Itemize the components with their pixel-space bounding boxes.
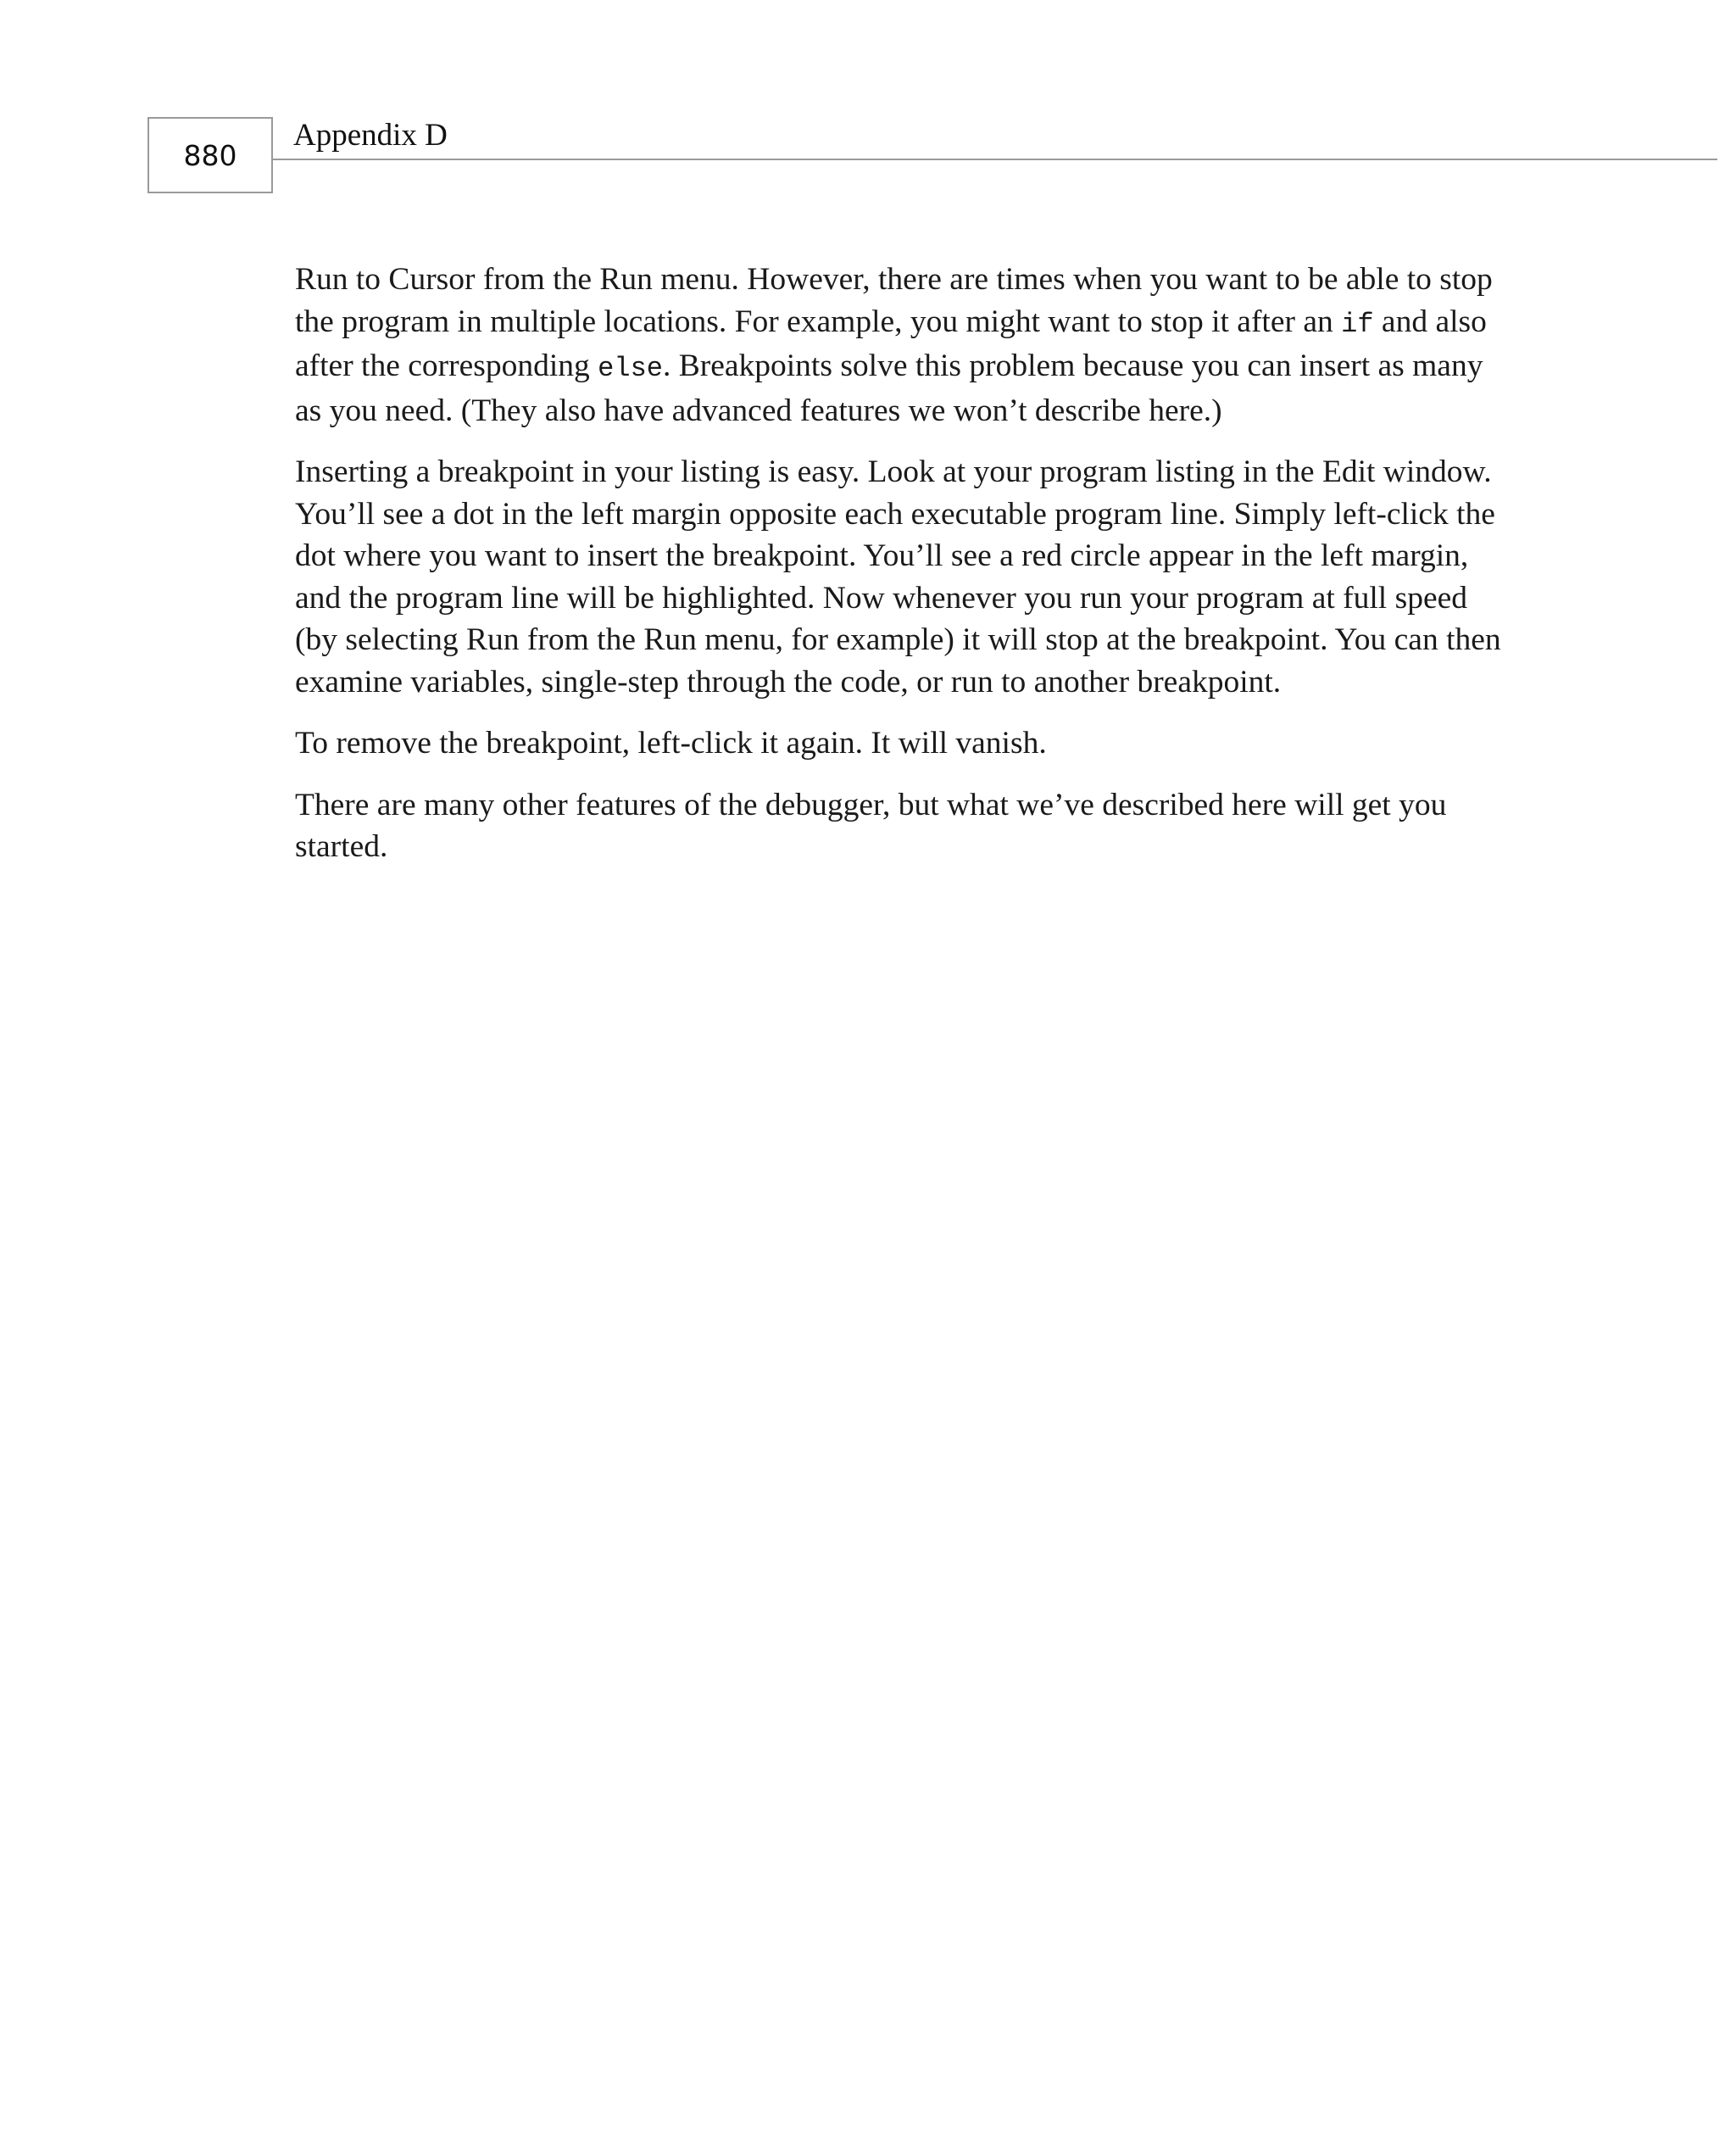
text-line: dot where you want to insert the breakpoint. You’ll see a red circle appear in the left margin, bbox=[295, 538, 1469, 573]
paragraph-3 bbox=[295, 722, 1550, 765]
text-run: . Breakpoints solve this problem because you can insert as many bbox=[662, 348, 1483, 383]
text-line bbox=[295, 259, 1550, 301]
running-header-title: Appendix D bbox=[293, 118, 448, 153]
paragraph-4 bbox=[295, 784, 1550, 868]
code-keyword-if: if bbox=[1341, 308, 1374, 340]
text-line: There are many other features of the debugger, but what we’ve described here will get you bbox=[295, 787, 1447, 822]
text-line: You’ll see a dot in the left margin opposite each executable program line. Simply left-click the bbox=[295, 496, 1495, 532]
header-rule bbox=[273, 159, 1717, 160]
text-line: started. bbox=[295, 829, 388, 864]
code-keyword-else: else bbox=[598, 353, 663, 384]
paragraph-1 bbox=[295, 259, 1550, 432]
text-run: the program in multiple locations. For example, you might want to stop it after an bbox=[295, 304, 1342, 339]
page-number-text: 880 bbox=[183, 138, 237, 172]
body-text bbox=[295, 259, 1550, 888]
text-line: and the program line will be highlighted. Now whenever you run your program at full speed bbox=[295, 580, 1467, 616]
text-run: Run to Cursor from the Run menu. However, there are times when you want to be able to stop bbox=[295, 262, 1493, 297]
text-line bbox=[295, 301, 1550, 346]
text-line bbox=[295, 345, 1550, 390]
page-number bbox=[147, 117, 273, 193]
text-line: (by selecting Run from the Run menu, for example) it will stop at the breakpoint. You can then bbox=[295, 622, 1501, 657]
text-run: and also bbox=[1373, 304, 1487, 339]
text-line: Inserting a breakpoint in your listing is easy. Look at your program listing in the Edit window. bbox=[295, 454, 1492, 489]
text-line: To remove the breakpoint, left-click it again. It will vanish. bbox=[295, 726, 1047, 761]
paragraph-2 bbox=[295, 451, 1550, 703]
text-line: examine variables, single-step through the code, or run to another breakpoint. bbox=[295, 664, 1282, 700]
text-run: as you need. (They also have advanced features we won’t describe here.) bbox=[295, 393, 1222, 428]
text-run: after the corresponding bbox=[295, 348, 598, 383]
text-line bbox=[295, 390, 1550, 432]
